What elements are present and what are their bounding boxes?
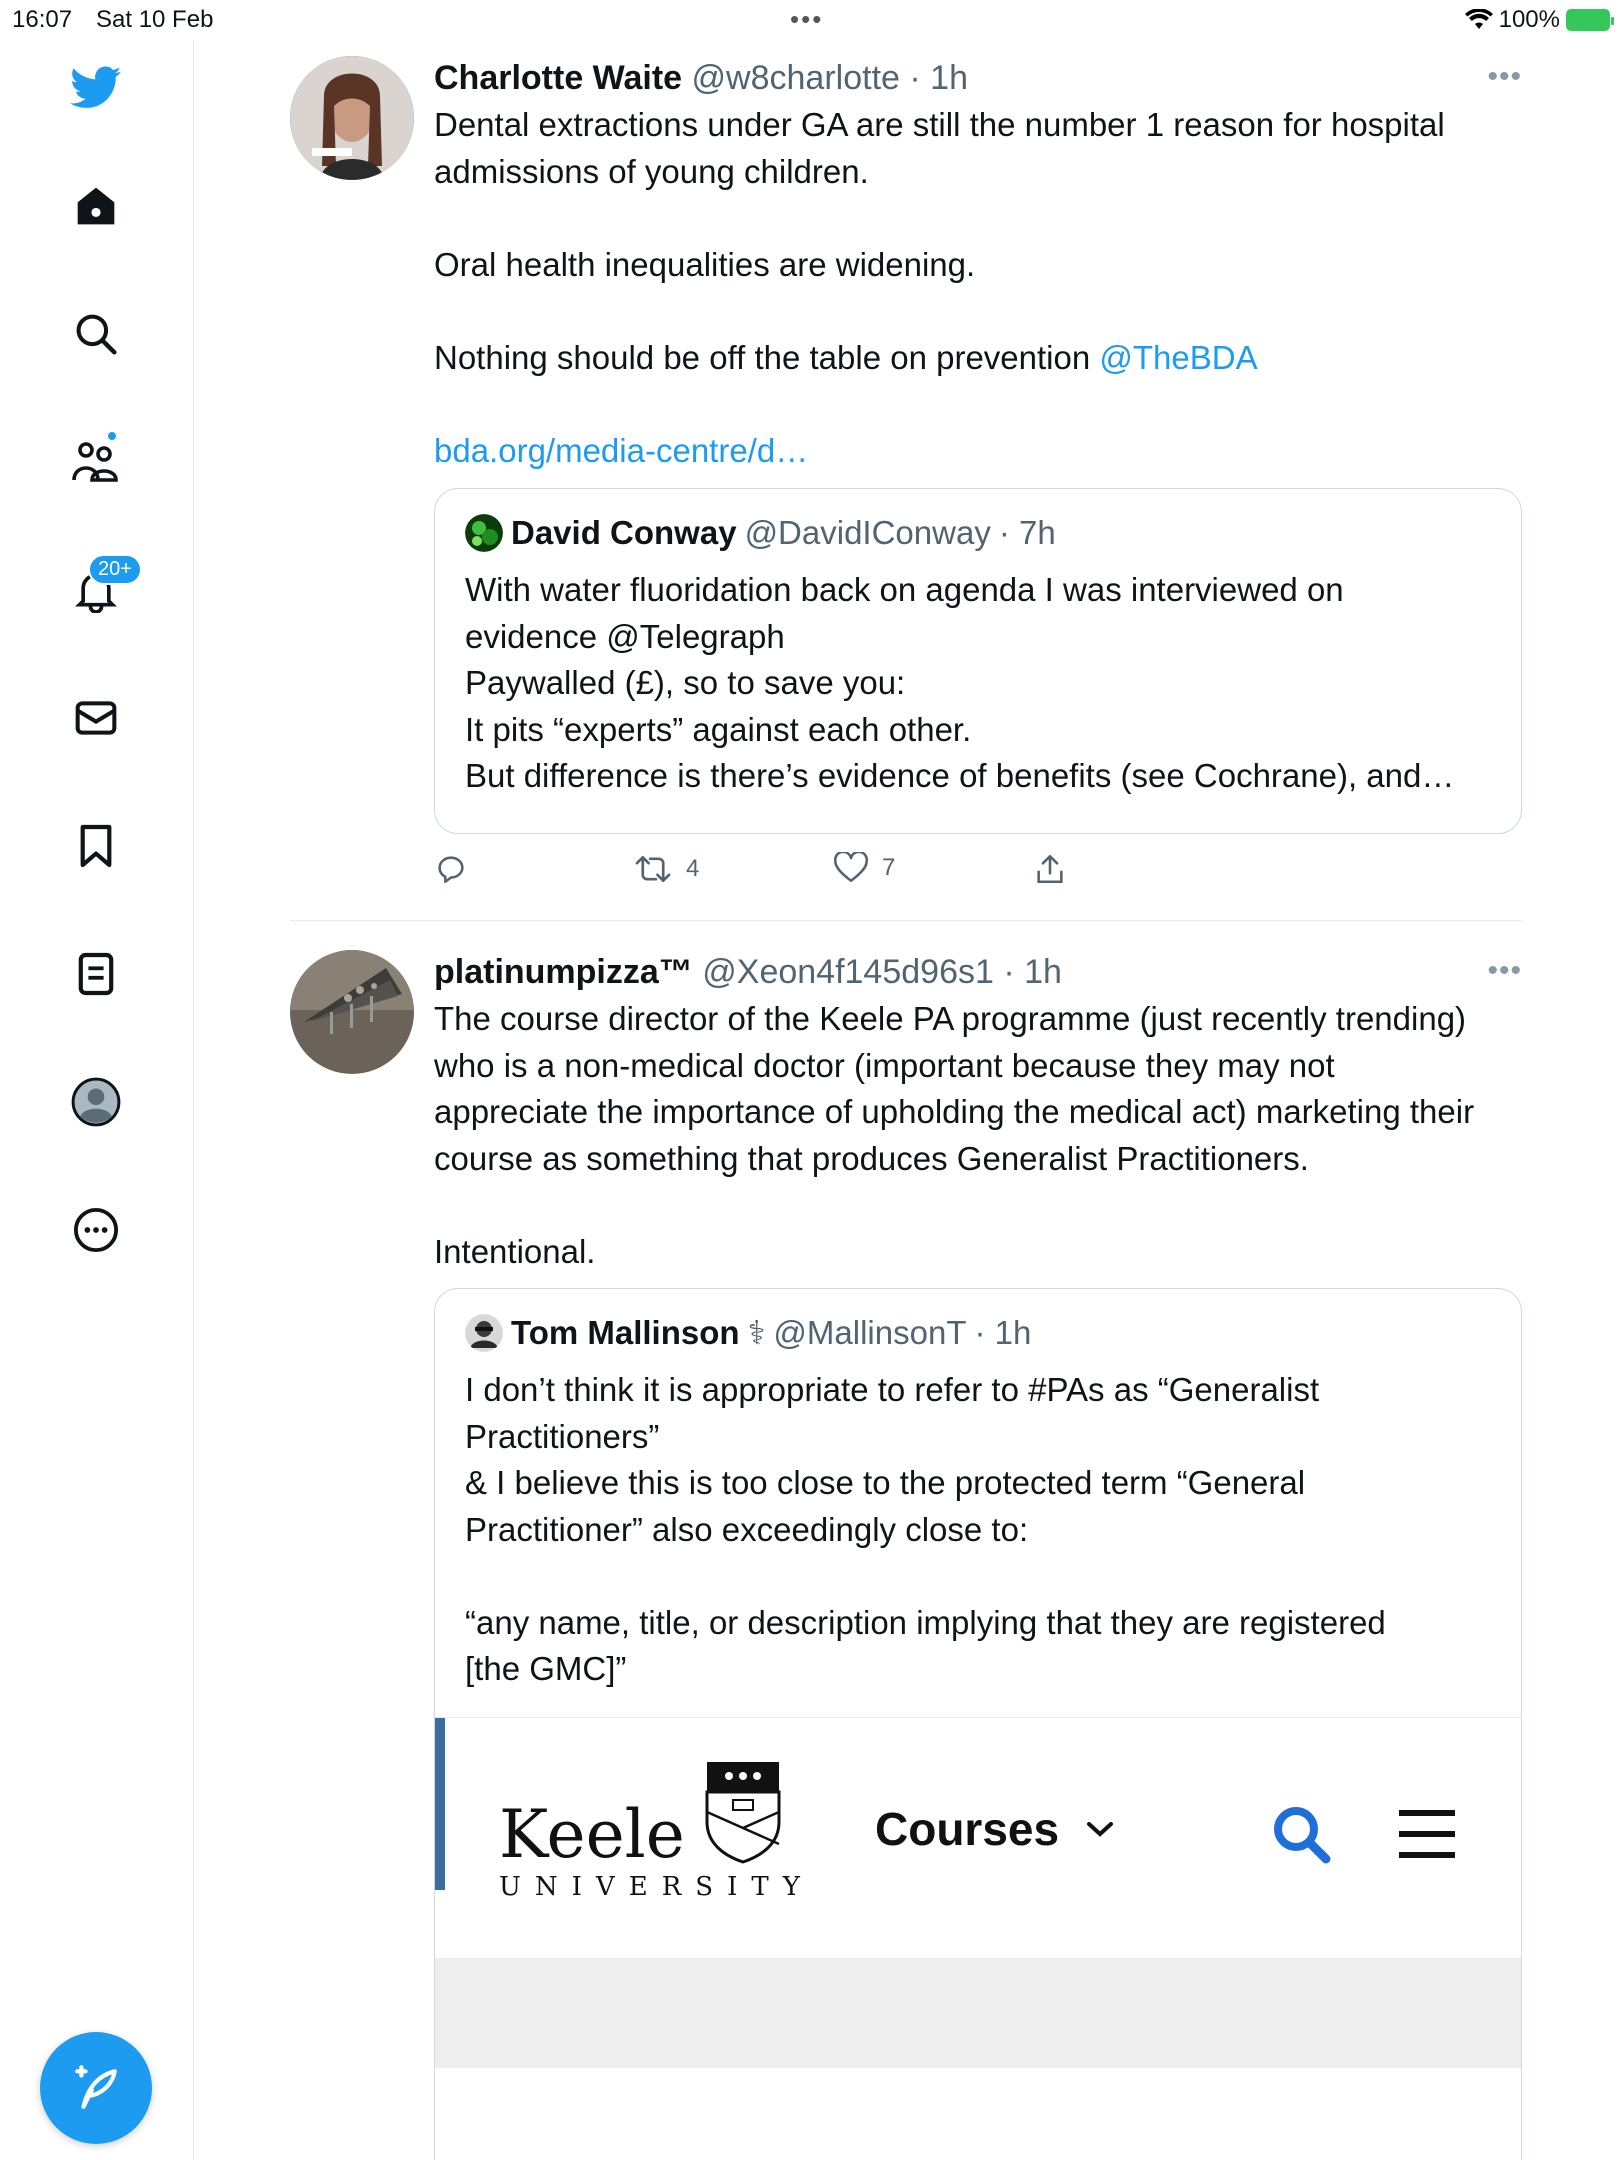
- status-date: Sat 10 Feb: [96, 6, 214, 33]
- quote-line: Practitioners”: [465, 1417, 660, 1455]
- tweet-line: who is a non-medical doctor (important because they may not: [434, 1046, 1335, 1084]
- tweet-text: [434, 996, 1522, 1275]
- quote-line: Paywalled (£), so to save you:: [465, 664, 906, 701]
- quote-author-handle: @DavidIConway: [744, 514, 991, 551]
- communities-dot: [106, 430, 118, 442]
- tweet-line: The course director of the Keele PA programme (just recently trending): [434, 1000, 1467, 1037]
- quote-line: evidence @Telegraph: [465, 617, 785, 655]
- tweet-time[interactable]: · 1h: [1003, 953, 1062, 991]
- quote-author-name: Tom Mallinson: [511, 1314, 740, 1351]
- more-options-icon[interactable]: •••: [1487, 60, 1522, 93]
- quote-text: [465, 1367, 1491, 1693]
- author-handle[interactable]: @Xeon4f145d96s1: [702, 953, 994, 991]
- retweet-button[interactable]: [634, 852, 699, 886]
- search-icon[interactable]: [70, 308, 122, 360]
- more-icon[interactable]: [70, 1204, 122, 1256]
- battery-percent: 100%: [1498, 6, 1560, 33]
- tweet-line: appreciate the importance of upholding the medical act) marketing their: [434, 1093, 1475, 1130]
- more-options-icon[interactable]: •••: [1487, 954, 1522, 987]
- quoted-tweet[interactable]: [434, 488, 1522, 834]
- quoted-tweet[interactable]: [434, 1288, 1522, 2160]
- courses-menu[interactable]: [875, 1802, 1115, 1856]
- status-time: 16:07: [12, 6, 73, 33]
- search-icon[interactable]: [1271, 1804, 1331, 1864]
- messages-icon[interactable]: [70, 692, 122, 744]
- quote-header: [465, 1311, 1491, 1355]
- quote-line: & I believe this is too close to the protected term “General: [465, 1464, 1306, 1501]
- reply-icon: [434, 852, 468, 886]
- compose-tweet-button[interactable]: [40, 2032, 152, 2144]
- notifications-badge: 20+: [88, 554, 142, 585]
- tweet-line-text: Nothing should be off the table on prevention: [434, 338, 1100, 376]
- tweet-line: Intentional.: [434, 1232, 596, 1270]
- author-name[interactable]: Charlotte Waite: [434, 59, 683, 97]
- quote-line: [the GMC]”: [465, 1650, 627, 1687]
- quote-line: Practitioner” also exceedingly close to:: [465, 1510, 1029, 1548]
- compose-feather-icon: [71, 2063, 121, 2113]
- communities-icon[interactable]: [70, 436, 122, 488]
- tweet-divider: [290, 920, 1522, 921]
- share-icon: [1034, 852, 1066, 886]
- keele-logo-sub: UNIVERSITY: [499, 1872, 814, 1902]
- status-bar: [0, 0, 1620, 40]
- battery-icon: [1566, 9, 1610, 31]
- quote-author-name: David Conway: [511, 514, 737, 551]
- multitasking-dots-icon[interactable]: •••: [790, 4, 824, 34]
- twitter-logo-icon[interactable]: [70, 62, 122, 114]
- chevron-down-icon: [1085, 1819, 1115, 1839]
- avatar[interactable]: [290, 950, 414, 1074]
- tweet-actions: [434, 852, 1134, 896]
- retweet-icon: [634, 852, 672, 886]
- quote-line: “any name, title, or description implying that they are registered: [465, 1603, 1386, 1641]
- reply-button[interactable]: [434, 852, 468, 886]
- tweet-header: [434, 56, 1522, 100]
- tweet-charlotte-waite[interactable]: [290, 56, 1522, 916]
- tweet-header: [434, 950, 1522, 994]
- tweet-line: Dental extractions under GA are still the number 1 reason for hospital: [434, 106, 1445, 143]
- quote-author-handle: @MallinsonT: [773, 1314, 967, 1351]
- like-button[interactable]: [834, 852, 895, 884]
- courses-label: Courses: [875, 1803, 1060, 1855]
- keele-logo-word: Keele: [499, 1796, 685, 1873]
- keele-crest-icon: [705, 1760, 781, 1864]
- like-count: 7: [882, 854, 896, 881]
- tweet-line: Oral health inequalities are widening.: [434, 245, 976, 283]
- lists-icon[interactable]: [70, 948, 122, 1000]
- heart-icon: [834, 852, 868, 884]
- status-right: [1465, 6, 1610, 34]
- image-gray-band: [435, 1958, 1522, 2068]
- author-handle[interactable]: @w8charlotte: [691, 59, 900, 97]
- quote-line: I don’t think it is appropriate to refer to #PAs as “Generalist: [465, 1371, 1320, 1408]
- quote-header: [465, 511, 1491, 555]
- tweet-line: course as something that produces Generalist Practitioners.: [434, 1139, 1309, 1177]
- quote-avatar: [465, 514, 503, 552]
- quote-line: But difference is there’s evidence of benefits (see Cochrane), and…: [465, 757, 1455, 794]
- tweet-time[interactable]: · 1h: [909, 59, 968, 97]
- home-icon[interactable]: [70, 180, 122, 232]
- tweet-platinumpizza[interactable]: [290, 950, 1522, 2160]
- image-accent-bar: [435, 1718, 445, 1890]
- tweet-text: [434, 102, 1522, 474]
- wifi-icon: [1465, 9, 1493, 31]
- quote-text: [465, 567, 1491, 800]
- profile-icon[interactable]: [70, 1076, 122, 1128]
- author-name[interactable]: platinumpizza™: [434, 953, 693, 991]
- medical-badge-icon: ⚕: [747, 1314, 766, 1351]
- retweet-count: 4: [686, 855, 700, 882]
- quote-image[interactable]: [435, 1717, 1522, 2137]
- mention-link[interactable]: @TheBDA: [1099, 338, 1258, 376]
- quote-time: · 7h: [998, 514, 1056, 551]
- tweet-line-with-mention: [434, 335, 1522, 382]
- sidebar: [0, 40, 194, 2160]
- tweet-line: admissions of young children.: [434, 152, 869, 190]
- quote-line: It pits “experts” against each other.: [465, 710, 972, 748]
- avatar[interactable]: [290, 56, 414, 180]
- bookmarks-icon[interactable]: [70, 820, 122, 872]
- quote-line: With water fluoridation back on agenda I was interviewed on: [465, 571, 1344, 608]
- quote-time: · 1h: [974, 1314, 1032, 1351]
- share-button[interactable]: [1034, 852, 1066, 886]
- external-link[interactable]: bda.org/media-centre/d…: [434, 431, 809, 469]
- quote-avatar: [465, 1314, 503, 1352]
- hamburger-menu-icon[interactable]: [1397, 1808, 1457, 1860]
